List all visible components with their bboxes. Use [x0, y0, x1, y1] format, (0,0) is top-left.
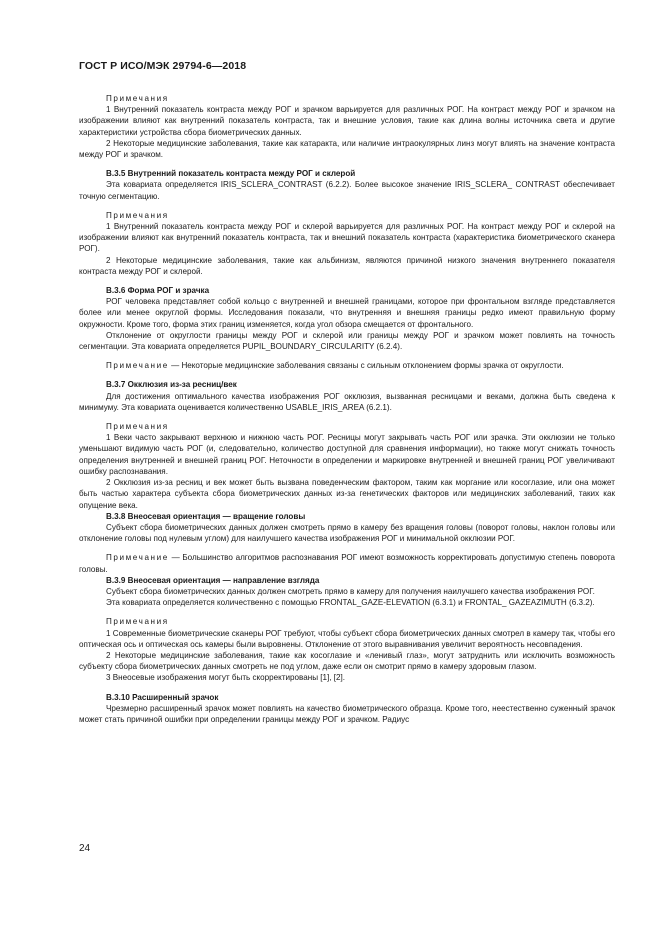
note-paragraph: 1 Внутренний показатель контраста между РОГ и склерой варьируется для различных РОГ. На контраст между РОГ и склерой на изображении влияют как внутренний показатель контраста, так и внешний показатель контраста (характеристика биометрического сканера РОГ).	[79, 222, 615, 254]
body-paragraph: Эта ковариата определяется IRIS_SCLERA_CONTRAST (6.2.2). Более высокое значение IRIS_SCLERA_ CONTRAST обеспечивает точную сегментацию.	[79, 180, 615, 201]
section-heading-b39: B.3.9 Внеосевая ориентация — направление взгляда	[106, 575, 320, 585]
note-text: — Большинство алгоритмов распознавания РОГ имеют возможность корректировать допустимую степень поворота головы.	[79, 553, 615, 574]
note-paragraph: 1 Веки часто закрывают верхнюю и нижнюю часть РОГ. Ресницы могут закрывать часть РОГ или зрачка. Эти окклюзии не только уменьшают видимую часть РОГ (и, следовательно, количество доступной для сравнения информации), но также могут снижать точность определения внутренней и внешней границ РОГ. Неточности в определении и маркировке внутренней и внешней границ РОГ увеличивают ошибку распознавания.	[79, 433, 615, 476]
note-paragraph: 2 Некоторые медицинские заболевания, такие как альбинизм, являются причиной низкого значения внутреннего показателя контраста между РОГ и склерой.	[79, 255, 615, 276]
single-note	[79, 552, 615, 574]
section-heading-b38: B.3.8 Внеосевая ориентация — вращение головы	[106, 511, 306, 521]
body-paragraph: Субъект сбора биометрических данных должен смотреть прямо в камеру для получения наилучшего качества изображения РОГ.	[106, 586, 595, 596]
section-heading-b310: B.3.10 Расширенный зрачок	[106, 692, 219, 702]
note-paragraph: 2 Некоторые медицинские заболевания, такие как косоглазие и «ленивый глаз», могут затруднить или исключить возможность субъекту сбора биометрических данных смотреть не под углом, даже если он смотрит прямо в камеру здоровым глазом.	[79, 650, 615, 672]
section-heading-b35: B.3.5 Внутренний показатель контраста между РОГ и склерой	[106, 169, 356, 179]
note-text: — Некоторые медицинские заболевания связаны с сильным отклонением формы зрачка от округлости.	[171, 361, 564, 371]
body-paragraph: Отклонение от округлости границы между РОГ и склерой или границы между РОГ и зрачком может повлиять на точность сегментации. Эта ковариата определяется PUPIL_BOUNDARY_CIRCULARITY (6.2.4).	[79, 330, 615, 352]
note-label: Примечание	[106, 361, 169, 371]
body-paragraph: РОГ человека представляет собой кольцо с внутренней и внешней границами, которое при фронтальном взгляде представляется более или менее округлой формы. Исследования показали, что внутренняя и внешняя границы редко имеют правильную форму окружности. Кроме того, форма этих границ изменяется, когда угол обзора смещается от фронтального.	[79, 297, 615, 329]
body-paragraph: Эта ковариата определяется количественно с помощью FRONTAL_GAZE-ELEVATION (6.3.1) и FRONTAL_ GAZEAZIMUTH (6.3.2).	[106, 598, 595, 608]
notes-label: Примечания	[106, 422, 169, 432]
section-heading-b36: B.3.6 Форма РОГ и зрачка	[106, 286, 210, 296]
note-paragraph: 1 Внутренний показатель контраста между РОГ и зрачком варьируется для различных РОГ. На контраст между РОГ и зрачком на изображении влияют как внутренний показатель контраста, так и внешние условия, такие как длина волны источника света и другие характеристики устройства сбора биометрических данных.	[79, 105, 615, 137]
note-paragraph: 2 Окклюзия из-за ресниц и век может быть вызвана поведенческим фактором, таким как моргание или косоглазие, или она может быть частью характера субъекта сбора биометрических данных из-за генетических факторов или медицинских заболеваний, таких как опущение века.	[79, 478, 615, 510]
body-paragraph: Субъект сбора биометрических данных должен смотреть прямо в камеру без вращения головы (поворот головы, наклон головы или отклонение головы под нулевым углом) для наилучшего качества изображения РОГ и минимальной окклюзии РОГ.	[79, 522, 615, 544]
note-label: Примечание	[106, 553, 169, 563]
section-heading-b37: B.3.7 Окклюзия из-за ресниц/век	[106, 380, 237, 390]
body-paragraph: Для достижения оптимального качества изображения РОГ окклюзия, вызванная ресницами и веками, должна быть сведена к минимуму. Эта ковариата оценивается количественно USABLE_IRIS_AREA (6.2.1).	[79, 391, 615, 412]
notes-label: Примечания	[106, 617, 169, 627]
notes-label: Примечания	[106, 210, 169, 220]
note-paragraph: 1 Современные биометрические сканеры РОГ требуют, чтобы субъект сбора биометрических данных смотрел в камеру так, чтобы его оптическая ось и оптическая ось камеры были выровнены. Отклонение от этого выравнивания увеличит вероятность несовпадения.	[79, 628, 615, 649]
document-body	[79, 93, 615, 725]
body-paragraph: Чрезмерно расширенный зрачок может повлиять на качество биометрического образца. Кроме того, неестественно суженный зрачок может стать причиной ошибки при определении границы между РОГ и зрачком. Радиус	[79, 703, 615, 724]
page-number: 24	[79, 843, 91, 854]
document-header: ГОСТ Р ИСО/МЭК 29794-6—2018	[79, 60, 247, 72]
single-note	[79, 360, 615, 371]
note-paragraph: 3 Внеосевые изображения могут быть скорректированы [1], [2].	[106, 673, 346, 683]
note-paragraph: 2 Некоторые медицинские заболевания, такие как катаракта, или наличие интраокулярных линз могут влиять на значение контраста между РОГ и зрачком.	[79, 138, 615, 160]
notes-label: Примечания	[106, 94, 169, 103]
